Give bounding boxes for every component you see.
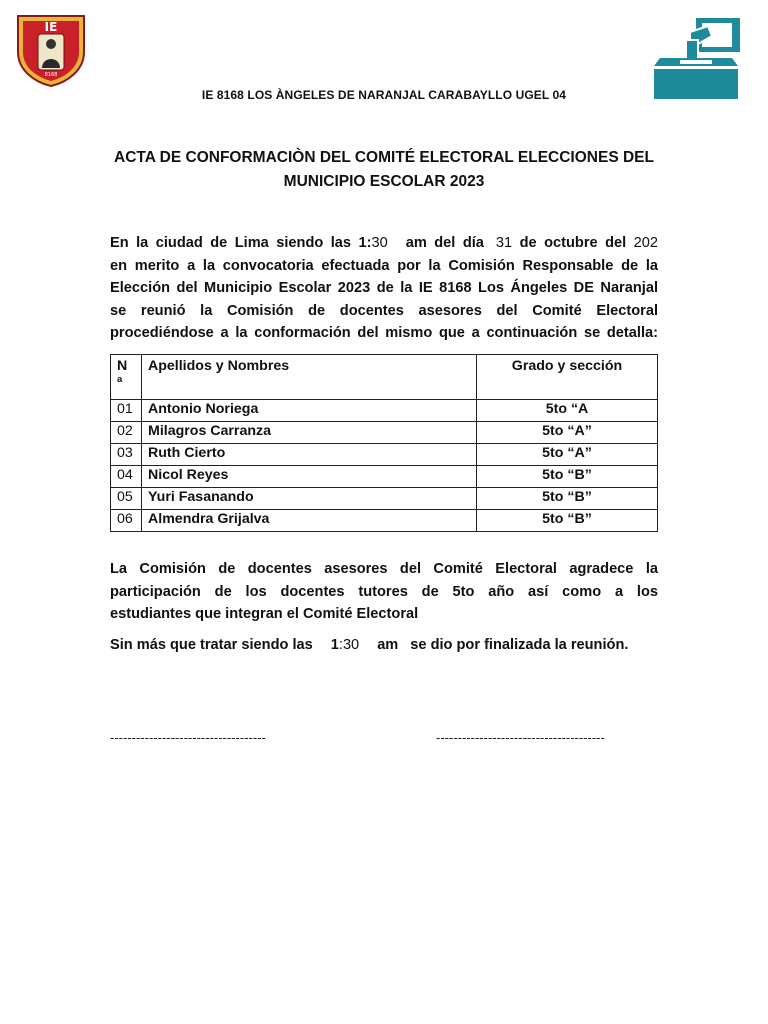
signature-line-right: --------------------------------------- [436, 730, 605, 745]
table-row [111, 488, 658, 510]
table-row [111, 466, 658, 488]
table-row [111, 400, 658, 422]
intro-line-1: En la ciudad de Lima siendo las 1:30 am del día 31 de octubre del 202 [110, 235, 658, 251]
row-grade: 5to “A [477, 400, 658, 422]
closing-line: Sin más que tratar siendo las 1:30 am se dio por finalizada la reunión. [110, 637, 629, 653]
row-name: Ruth Cierto [142, 444, 477, 466]
committee-table [110, 354, 658, 532]
row-number: 05 [111, 488, 142, 510]
thanks-paragraph [110, 558, 658, 626]
header-grade: Grado y sección [477, 355, 658, 400]
row-name: Milagros Carranza [142, 422, 477, 444]
intro-line-4: se reunió la Comisión de docentes asesores del Comité Electoral [110, 302, 658, 319]
row-number: 02 [111, 422, 142, 444]
header-name: Apellidos y Nombres [142, 355, 477, 400]
school-shield-logo [12, 12, 90, 88]
table-row [111, 510, 658, 532]
table-row [111, 444, 658, 466]
thanks-line-2: participación de los docentes tutores de 5to año así como a los [110, 583, 658, 600]
row-name: Almendra Grijalva [142, 510, 477, 532]
header-number: N ª [111, 355, 142, 400]
row-number: 06 [111, 510, 142, 532]
title-line-1: ACTA DE CONFORMACIÒN DEL COMITÉ ELECTORAL ELECCIONES DEL [114, 149, 654, 166]
row-number: 03 [111, 444, 142, 466]
row-name: Antonio Noriega [142, 400, 477, 422]
row-number: 01 [111, 400, 142, 422]
shield-motto: 8168 [44, 72, 58, 78]
title-line-2: MUNICIPIO ESCOLAR 2023 [283, 173, 485, 190]
row-name: Yuri Fasanando [142, 488, 477, 510]
thanks-line-3: estudiantes que integran el Comité Electoral [110, 606, 419, 622]
signature-line-left: ------------------------------------ [110, 730, 266, 745]
row-grade: 5to “A” [477, 444, 658, 466]
row-name: Nicol Reyes [142, 466, 477, 488]
row-grade: 5to “A” [477, 422, 658, 444]
intro-paragraph [110, 232, 658, 345]
document-title [100, 146, 668, 194]
row-grade: 5to “B” [477, 510, 658, 532]
row-number: 04 [111, 466, 142, 488]
table-row [111, 422, 658, 444]
row-grade: 5to “B” [477, 466, 658, 488]
intro-line-3: Elección del Municipio Escolar 2023 de la IE 8168 Los Ángeles DE Naranjal [110, 280, 658, 296]
school-name-line: IE 8168 LOS ÀNGELES DE NARANJAL CARABAYLLO UGEL 04 [201, 88, 567, 102]
row-grade: 5to “B” [477, 488, 658, 510]
shield-letters: IE [44, 20, 58, 34]
table-header-row [111, 355, 658, 400]
intro-line-2: en merito a la convocatoria efectuada por la Comisión Responsable de la [110, 257, 658, 274]
thanks-line-1: La Comisión de docentes asesores del Comité Electoral agradece la [110, 561, 658, 577]
intro-line-5: procediéndose a la conformación del mismo que a continuación se detalla: [110, 325, 658, 341]
